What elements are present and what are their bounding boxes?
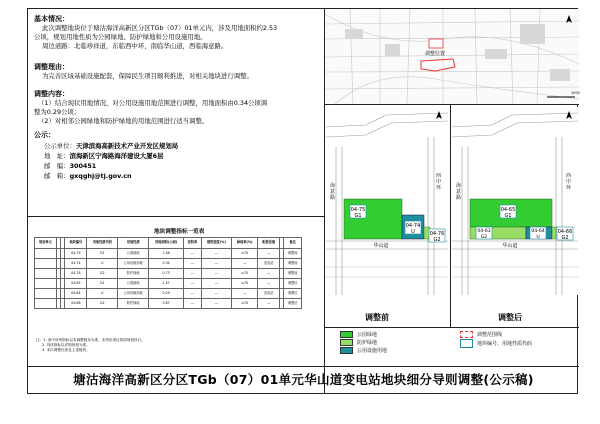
table-cell: —: [201, 299, 232, 309]
note-2: 2. 具体指标以详细规划为准。: [42, 342, 90, 347]
table-cell: 04-65: [65, 279, 87, 289]
legend-right: [460, 331, 532, 348]
table-cell: G1: [87, 249, 118, 259]
table-cell: 公用设施用地: [118, 289, 149, 299]
contact-unit-label: 公示单位：: [44, 142, 76, 150]
table-cell: 调整前: [284, 269, 302, 279]
table-cell: —: [201, 259, 232, 269]
table-notes: [36, 338, 145, 352]
table-cell: —: [201, 269, 232, 279]
para-basic-1: 此次调整地块位于塘沽海洋高新区分区TGb（07）01单元内，涉及用地面积约2.53: [42, 24, 278, 32]
table-cell: 调整后: [284, 289, 302, 299]
table-cell: —: [184, 299, 202, 309]
para-basic-3: 周边道路：北临珍祥道，东临西中环，南临华山道，西临海意路。: [42, 42, 228, 50]
para-content-3: （2）对相邻公园绿地和防护绿地的用地范围进行适当调整。: [38, 117, 209, 125]
table-cell: [35, 279, 57, 289]
table-row: [35, 269, 302, 279]
location-label: 调整位置: [424, 51, 446, 57]
table-cell: 1.46: [149, 249, 184, 259]
table-cell: 0.29: [149, 289, 184, 299]
contact-address: [44, 152, 163, 161]
note-1: 注：1. 表中所列指标以本调整版本为准，未列出项目按原规划执行。: [36, 338, 145, 342]
table-body: [35, 249, 302, 309]
contact-email-value[interactable]: gxqghj@tj.gov.cn: [69, 172, 132, 180]
road-label-south: 华山道: [502, 243, 518, 249]
plotcode-swatch: [460, 339, 473, 348]
table-header-row: [35, 238, 302, 249]
table-row: [35, 279, 302, 289]
table-cell: 0.67: [149, 299, 184, 309]
para-content-2: 整为0.29公顷；: [34, 108, 81, 116]
table-cell: 04-74: [65, 259, 87, 269]
plot-code: G1: [354, 213, 362, 219]
contact-email-label: 邮 箱：: [44, 172, 70, 180]
heading-basic: 基本情况：: [34, 15, 69, 23]
road-label-west: 海意路: [330, 183, 336, 201]
table-cell: [35, 299, 57, 309]
table-cell: —: [184, 289, 202, 299]
para-reason: 为完善区域基础设施配套，保障民生项目顺利推进，对相关地块进行调整。: [42, 72, 253, 80]
table-cell: G2: [87, 299, 118, 309]
table-cell: 1.57: [149, 279, 184, 289]
table-row: [35, 249, 302, 259]
boundary-swatch: [460, 331, 473, 338]
location-map: [325, 9, 579, 104]
table-header-cell: 配套设施: [258, 238, 280, 249]
legend-item-boundary: 调整范围线: [460, 331, 532, 339]
table-cell: [35, 269, 57, 279]
legend: [340, 331, 387, 355]
after-panel-map: [452, 107, 578, 295]
table-cell: 调整后: [284, 279, 302, 289]
road-label-east: 西中环: [566, 173, 572, 191]
heading-content: 调整内容：: [34, 90, 69, 98]
table-header-cell: 用地性质: [118, 238, 149, 249]
table-cell: 04-75: [65, 249, 87, 259]
table-cell: —: [258, 299, 280, 309]
indicator-table: [34, 237, 302, 309]
after-panel-label: 调整后: [498, 313, 522, 322]
table-cell: —: [258, 279, 280, 289]
contact-zip-value: 300451: [69, 162, 97, 170]
table-cell: —: [184, 279, 202, 289]
table-cell: G2: [87, 269, 118, 279]
divider: [28, 366, 579, 367]
contact-address-value: 滨海新区宁海路海洋建设大厦6层: [69, 152, 164, 160]
table-cell: —: [232, 259, 258, 269]
plot-code: 04-66: [557, 229, 573, 235]
before-panel-map: [326, 107, 448, 295]
table-row: [35, 259, 302, 269]
table-cell: U: [87, 259, 118, 269]
table-cell: [35, 289, 57, 299]
contact-zip-label: 邮 编：: [44, 162, 70, 170]
road-label-west: 海意路: [456, 183, 462, 201]
legend-item-park: 公园绿地: [340, 331, 387, 339]
table-title: 地块调整指标一览表: [154, 229, 205, 235]
utility-swatch: [340, 347, 353, 354]
table-cell: 变电站: [258, 289, 280, 299]
protect-swatch: [340, 339, 353, 346]
table-header-cell: 绿地率(%): [232, 238, 258, 249]
contact-unit-value: 天津滨海高新技术产业开发区规划局: [75, 142, 179, 150]
note-3: 3. 本次调整仅涉及上述地块。: [42, 347, 90, 352]
para-content-1: （1）结合现状用地情况，对公用设施用地范围进行调整，用地面积由0.34公顷调: [38, 99, 268, 107]
table-cell: ≥70: [232, 249, 258, 259]
table-cell: 防护绿地: [118, 269, 149, 279]
plot-code: 04-63: [477, 229, 491, 234]
before-panel-label: 调整前: [365, 313, 389, 322]
contact-address-label: 地 址：: [44, 152, 70, 160]
heading-publicity: 公示：: [34, 131, 55, 139]
table-cell: 变电站: [258, 259, 280, 269]
divider: [28, 216, 324, 217]
table-cell: 公园绿地: [118, 249, 149, 259]
table-header-cell: 用地面积(公顷): [149, 238, 184, 249]
table-header-cell: 容积率: [184, 238, 202, 249]
table-cell: G1: [87, 279, 118, 289]
scale-label: 1000: [571, 91, 580, 95]
contact-unit: [44, 142, 178, 151]
plot-code: U: [536, 235, 540, 240]
divider: [324, 104, 579, 105]
contact-email: [44, 172, 132, 181]
table-cell: —: [258, 249, 280, 259]
table-cell: ≥70: [232, 279, 258, 289]
plot-code: G2: [480, 235, 488, 240]
table-cell: 04-76: [65, 269, 87, 279]
table-cell: U: [87, 289, 118, 299]
heading-reason: 调整理由：: [34, 63, 69, 71]
table-cell: —: [258, 269, 280, 279]
table-cell: 0.34: [149, 259, 184, 269]
road-label-south: 华山道: [373, 243, 389, 249]
table-cell: 公园绿地: [118, 279, 149, 289]
table-cell: 公用设施用地: [118, 259, 149, 269]
divider: [450, 105, 451, 327]
plot-code: 04-76: [429, 231, 445, 237]
table-cell: —: [201, 249, 232, 259]
table-cell: 0.73: [149, 269, 184, 279]
table-cell: —: [184, 269, 202, 279]
legend-item-utility: 公用设施用地: [340, 347, 387, 355]
table-cell: 调整前: [284, 259, 302, 269]
table-cell: —: [184, 259, 202, 269]
table-header-cell: 地块编号: [65, 238, 87, 249]
table-cell: ≥70: [232, 269, 258, 279]
table-cell: —: [201, 279, 232, 289]
page-title: 塘沽海洋高新区分区TGb（07）01单元华山道变电站地块细分导则调整(公示稿): [73, 372, 534, 387]
table-cell: —: [201, 289, 232, 299]
document-frame: [27, 8, 578, 394]
plot-code: G2: [433, 237, 441, 243]
legend-item-plotcode: 地块编号、用地性质代码: [460, 339, 532, 348]
plot-code: G2: [561, 235, 569, 241]
table-cell: 04-66: [65, 299, 87, 309]
table-header-cell: 备注: [284, 238, 302, 249]
divider: [324, 327, 579, 328]
contact-zip: [44, 162, 96, 171]
plot-code: 04-74: [405, 223, 421, 229]
road-label-east: 西中环: [436, 173, 442, 191]
table-cell: 调整后: [284, 299, 302, 309]
para-basic-2: 公顷，规划用地性质为公园绿地、防护绿地和公用设施用地。: [34, 33, 207, 41]
plot-code: U: [411, 229, 415, 235]
table-header-cell: 建筑密度(%): [201, 238, 232, 249]
plot-code: G1: [504, 213, 512, 219]
table-cell: 04-64: [65, 289, 87, 299]
plot-code: 04-65: [500, 207, 516, 213]
table-cell: ≥70: [232, 299, 258, 309]
table-cell: 防护绿地: [118, 299, 149, 309]
plot-code: 04-75: [350, 207, 366, 213]
plot-code: 04-64: [531, 229, 545, 234]
table-header-cell: 用地性质代码: [87, 238, 118, 249]
park-swatch: [340, 331, 353, 338]
legend-item-protect: 防护绿地: [340, 339, 387, 347]
table-cell: —: [232, 289, 258, 299]
table-row: [35, 299, 302, 309]
table-header-cell: 规划单元: [35, 238, 57, 249]
table-row: [35, 289, 302, 299]
table-cell: [35, 259, 57, 269]
table-cell: 调整前: [284, 249, 302, 259]
table-cell: —: [184, 249, 202, 259]
table-cell: [35, 249, 57, 259]
